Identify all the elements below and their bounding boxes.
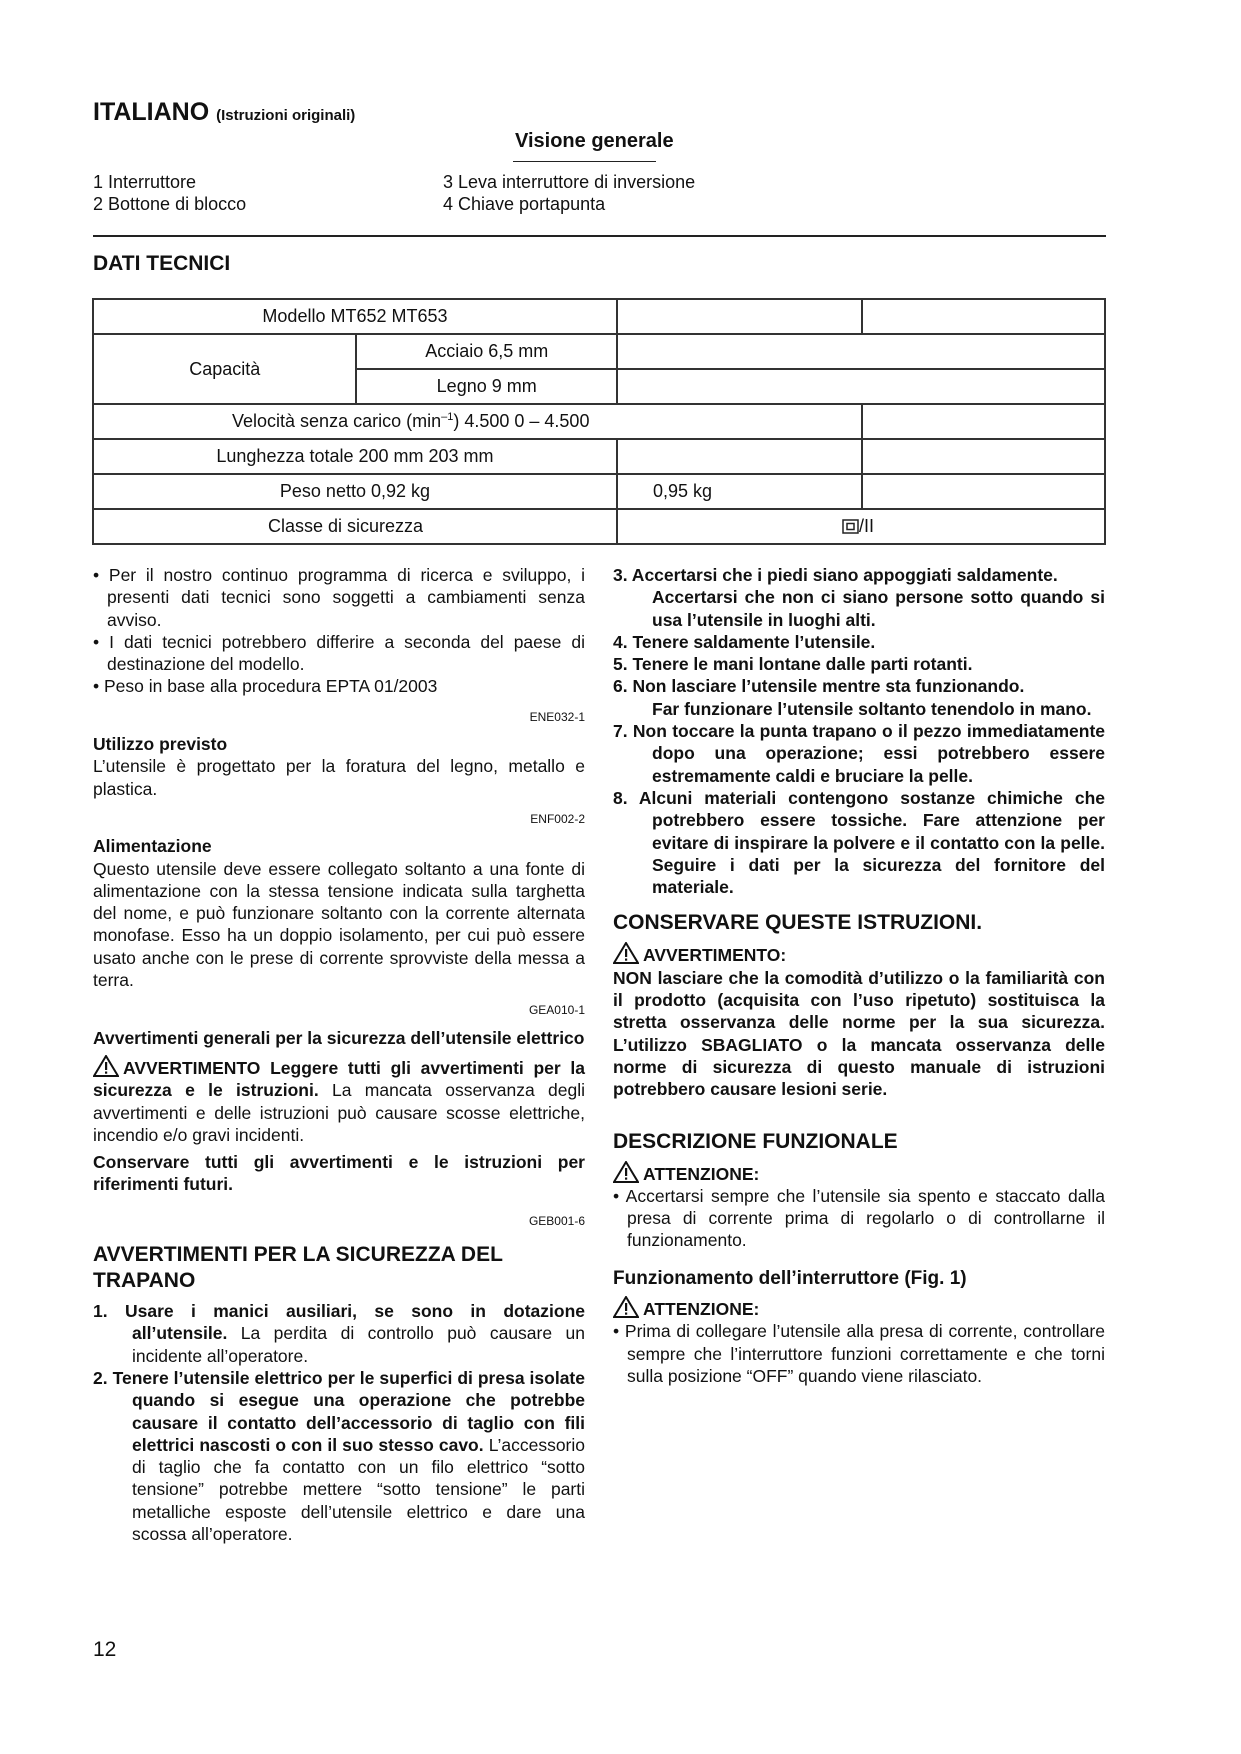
table-row [93,334,1105,369]
safety-item-3b: Accertarsi che non ci siano persone sotto quando si usa l’utensile in luoghi alti. [652,587,1105,630]
table-cell [862,439,1105,474]
warning-icon [613,1161,639,1183]
spec-weight: Peso netto 0,92 kg [93,474,617,509]
specs-table [92,298,1106,545]
doc-code: ENF002-2 [530,811,585,826]
part-item: 1 Interruttore [93,172,197,192]
table-cell [617,299,862,334]
caution-text: • Accertarsi sempre che l’utensile sia spento e staccato dalla presa di corrente prima di regolarlo o di controllarne il funzionamento. [613,1185,1105,1251]
intended-use-title: Utilizzo previsto [93,734,228,755]
overview-title: Visione generale [515,130,674,152]
table-cell [617,334,1105,369]
spec-note: • I dati tecnici potrebbero differire a seconda del paese di destinazione del modello. [93,631,585,675]
spec-model: Modello MT652 MT653 [93,299,617,334]
general-warning-paragraph: AVVERTIMENTO Leggere tutti gli avvertimenti per la sicurezza e le istruzioni. La mancata osservanza degli avvertimenti e delle istruzioni può causare scosse elettriche, incendio e/o gravi incidenti. [93,1055,585,1146]
spec-note: • Peso in base alla procedura EPTA 01/2003 [93,676,438,697]
caution-text-2: • Prima di collegare l’utensile alla presa di corrente, controllare sempre che l’interruttore funzioni correttamente e che torni sulla posizione “OFF” quando viene rilasciato. [613,1321,1105,1386]
safety-item-7: 7. Non toccare la punta trapano o il pezzo immediatamente dopo una operazione; essi potrebbero essere estremamente caldi e bruciare la pelle. [613,721,1105,786]
parts-col-1 [93,171,246,215]
language-title [93,98,355,127]
drill-item-1: 1. Usare i manici ausiliari, se sono in dotazione all’utensile. La perdita di controllo può causare un incidente all’operatore. [93,1301,585,1366]
table-cell [862,474,1105,509]
general-warnings-title: Avvertimenti generali per la sicurezza dell’utensile elettrico [93,1027,585,1048]
warning-icon [613,942,639,964]
spec-note: • Per il nostro continuo programma di ricerca e sviluppo, i presenti dati tecnici sono soggetti a cambiamenti senza avviso. [93,565,585,630]
intended-use-text: L’utensile è progettato per la foratura del legno, metallo e plastica. [93,756,585,799]
drill-safety-title: AVVERTIMENTI PER LA SICUREZZA DEL TRAPANO [93,1243,503,1293]
spec-capacity: Capacità [93,334,356,404]
part-item: 3 Leva interruttore di inversione [443,172,696,192]
table-row [93,299,1105,334]
double-insulation-icon [842,519,859,534]
warning-icon [93,1055,119,1077]
right-column [613,564,1105,1387]
table-row [93,439,1105,474]
safety-item-5: 5. Tenere le mani lontane dalle parti rotanti. [613,654,973,675]
table-row [93,474,1105,509]
warning-label: AVVERTIMENTO: [613,942,1105,966]
spec-safety-class: Classe di sicurezza [93,509,617,544]
table-row [93,509,1105,544]
safety-item-4: 4. Tenere saldamente l’utensile. [613,631,876,652]
language-label: ITALIANO [93,98,210,126]
specs-title: DATI TECNICI [93,252,231,275]
spec-speed: Velocità senza carico $(\min^{-1})$ 4.500 0 – 4.500 [93,404,862,439]
safety-item-6b: Far funzionare l’utensile soltanto tenendolo in mano. [652,698,1092,719]
doc-code: GEA010-1 [528,1003,585,1018]
safety-item-8: 8. Alcuni materiali contengono sostanze chimiche che potrebbero essere tossiche. Fare attenzione per evitare di inspirare la polvere e il contatto con la pelle. Seguire i dati per la sicurezza del fornitore del materiale. [613,787,1105,898]
language-sub: (Istruzioni originali) [216,107,356,124]
table-cell [617,369,1105,404]
spec-wood: Legno 9 mm [356,369,616,404]
table-cell [862,299,1105,334]
warning-text: NON lasciare che la comodità d’utilizzo o la familiarità con il prodotto (acquisita con l’uso ripetuto) sostituisca la stretta osservanza delle norme per la sua sicurezza. L’utilizzo SBAGLIATO o la mancata osservanza delle norme di sicurezza di questo manuale di istruzioni potrebbero causare lesioni serie. [613,967,1105,1100]
overview-underline [513,161,656,162]
spec-length: Lunghezza totale 200 mm 203 mm [93,439,617,474]
drill-item-2: 2. Tenere l’utensile elettrico per le superfici di presa isolate quando si esegue una operazione che potrebbe causare il contatto dell’accessorio di taglio con fili elettrici nascosti o con il suo stesso cavo. L’accessorio di taglio che fa contatto con un filo elettrico “sotto tensione” potrebbe mettere “sotto tensione” le parti metalliche esposte dell’utensile elettrico e dare una scossa all’operatore. [93,1367,586,1544]
switch-action-title: Funzionamento dell’interruttore (Fig. 1) [613,1267,967,1289]
parts-col-2 [443,171,695,215]
table-row [93,404,1105,439]
left-column [93,564,585,1545]
doc-code: GEB001-6 [528,1213,585,1228]
caution-label: ATTENZIONE: [613,1161,1105,1185]
table-cell [862,404,1105,439]
keep-instructions-text: Conservare tutti gli avvertimenti e le istruzioni per riferimenti futuri. [93,1152,585,1195]
part-item: 4 Chiave portapunta [443,194,606,214]
keep-instructions-title: CONSERVARE QUESTE ISTRUZIONI. [613,911,983,935]
caution-label-2: ATTENZIONE: [613,1296,1105,1320]
spec-safety-value: /II [617,509,1105,544]
spec-weight-2: 0,95 kg [617,474,862,509]
safety-item-6: 6. Non lasciare l’utensile mentre sta funzionando. [613,676,1025,697]
part-item: 2 Bottone di blocco [93,194,247,214]
power-supply-title: Alimentazione [93,836,212,857]
functional-description-title: DESCRIZIONE FUNZIONALE [613,1129,898,1153]
safety-item-3: 3. Accertarsi che i piedi siano appoggiati saldamente. [613,565,1058,585]
section-divider [93,235,1106,237]
spec-steel: Acciaio 6,5 mm [356,334,616,369]
page-number: 12 [93,1638,117,1661]
doc-code: ENE032-1 [529,709,585,724]
table-cell [617,439,862,474]
power-supply-text: Questo utensile deve essere collegato soltanto a una fonte di alimentazione con la stessa tensione indicata sulla targhetta del nome, e può funzionare soltanto con la corrente alternata monofase. Esso ha un doppio isolamento, per cui può essere usato anche con le prese di corrente sprovviste della messa a terra. [93,858,585,991]
warning-icon [613,1296,639,1318]
